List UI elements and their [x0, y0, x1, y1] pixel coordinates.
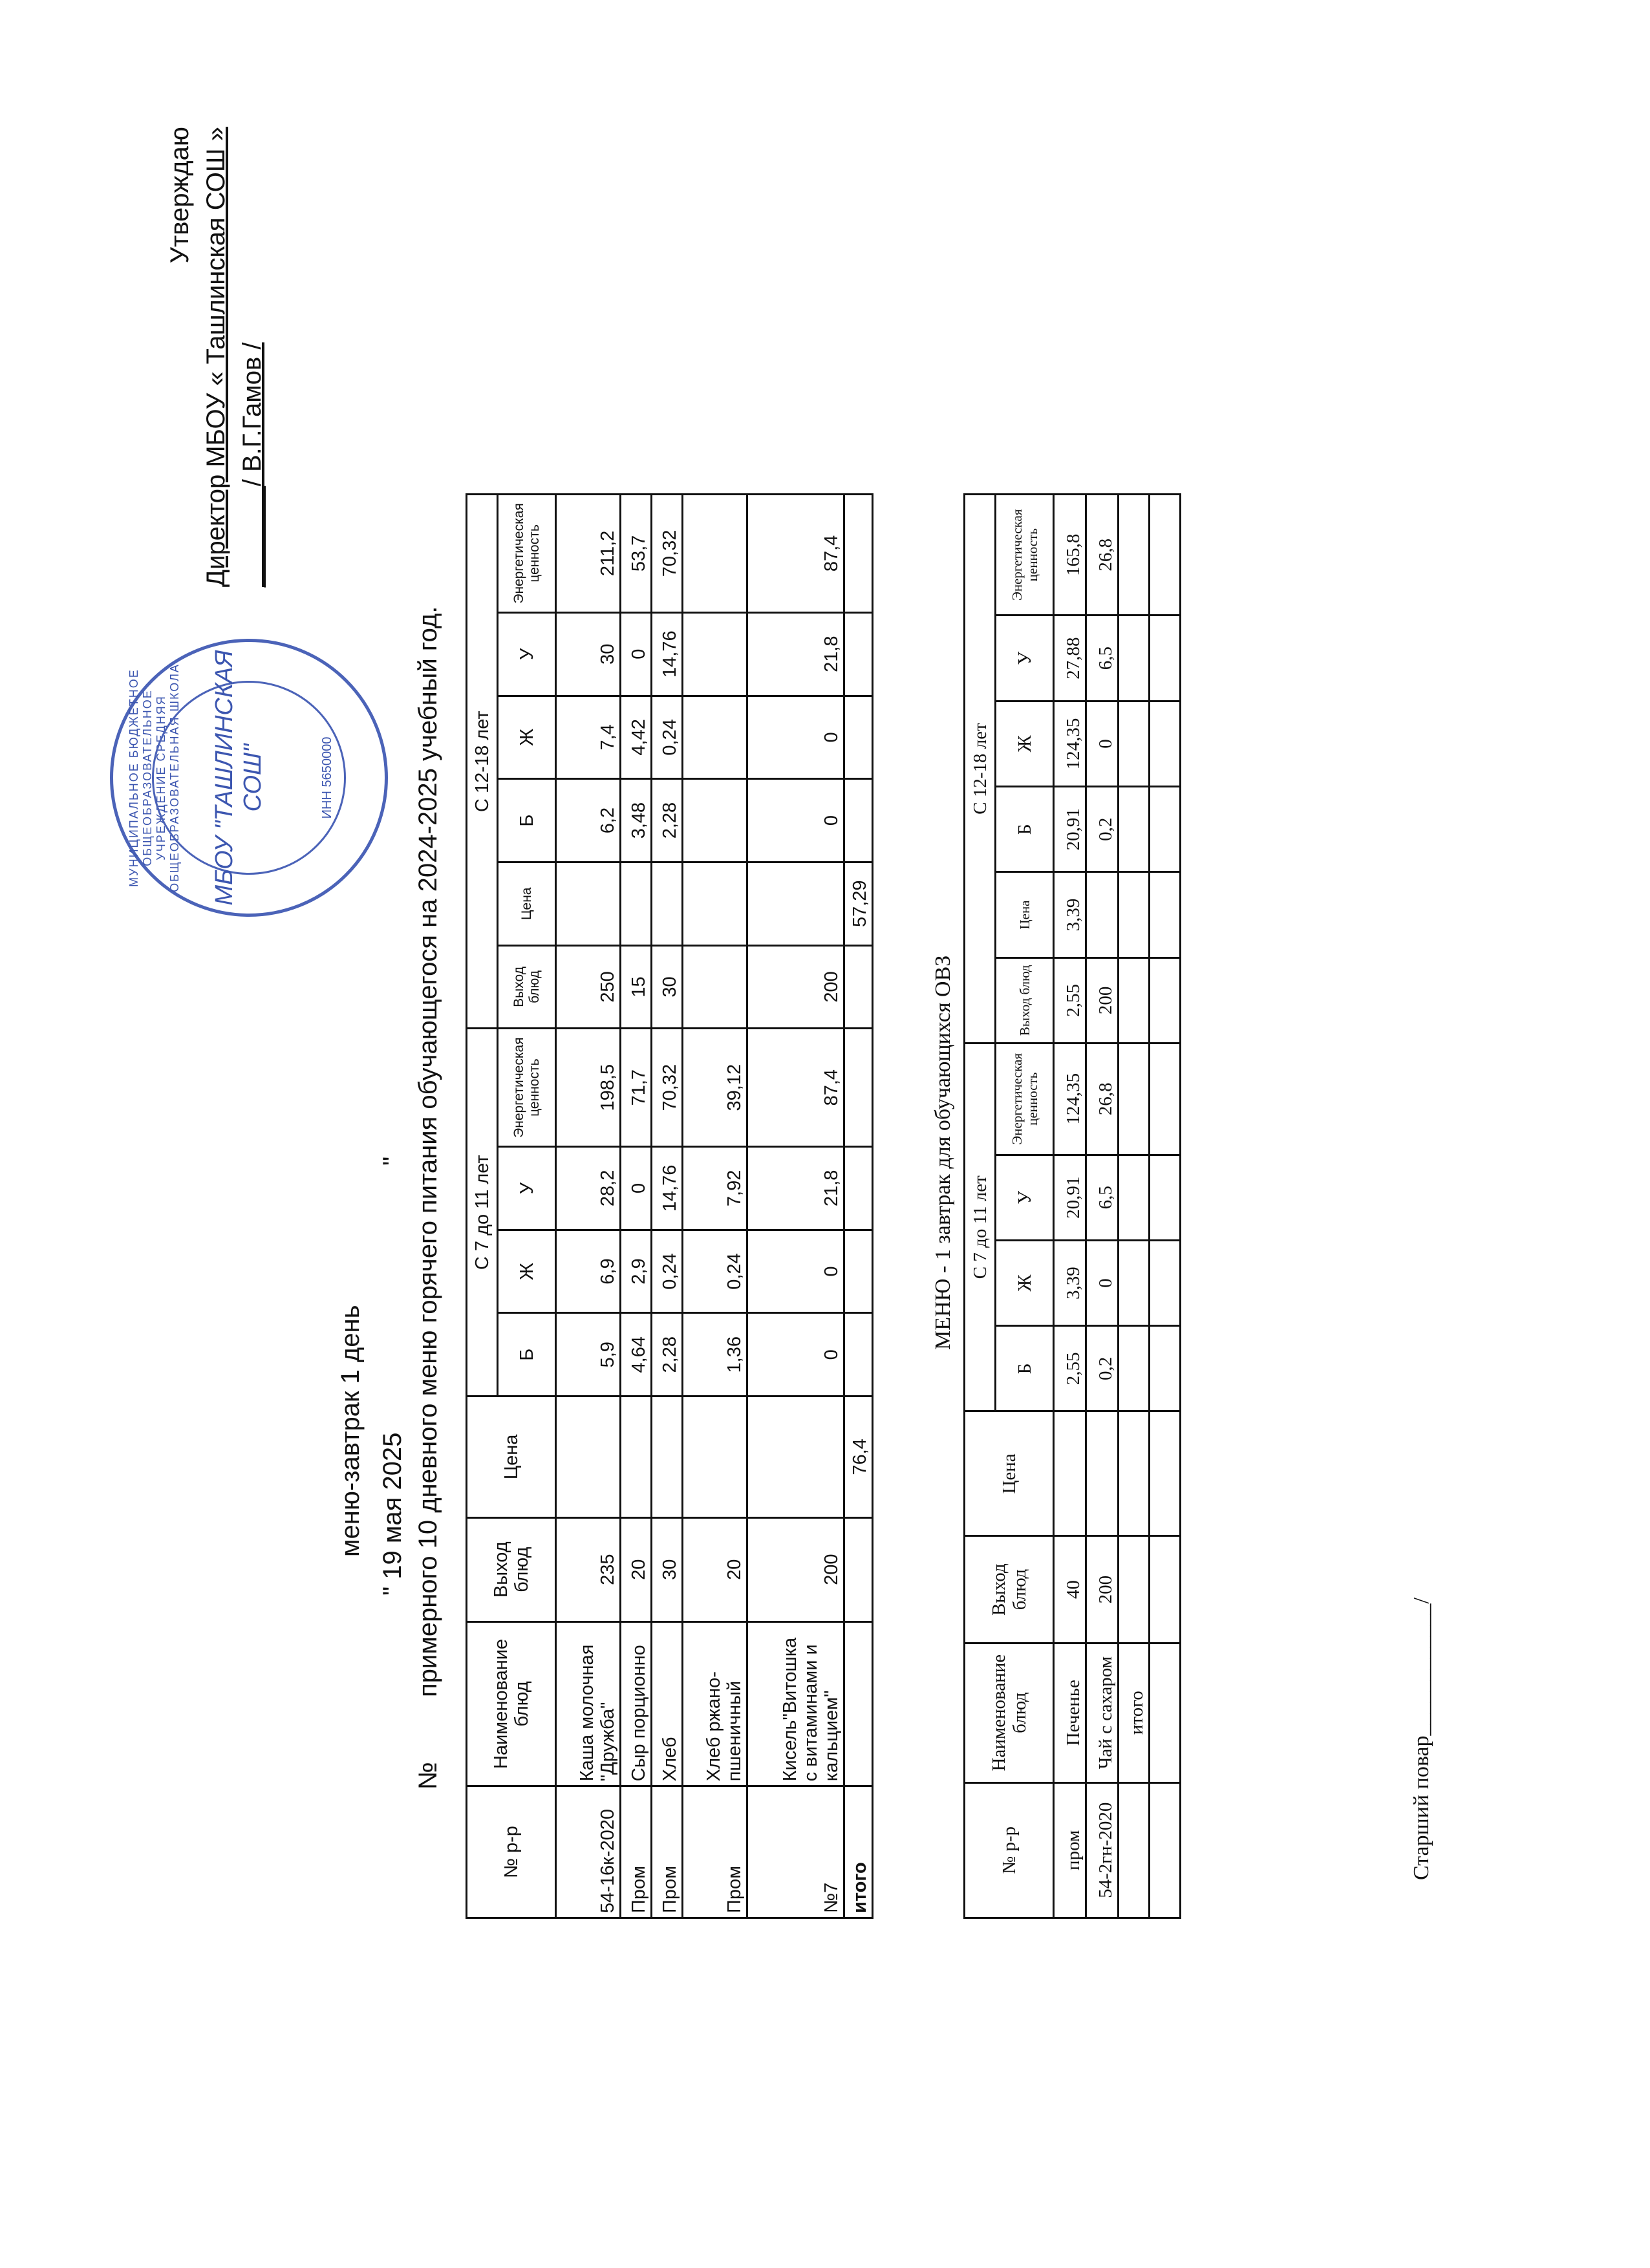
header-group-12-18: С 12-18 лет: [467, 495, 498, 1029]
row-u: 6,5: [1086, 1155, 1119, 1240]
total-label: итого: [1119, 1643, 1150, 1782]
row-energy-2: 53,7: [621, 495, 652, 613]
row-u-2: 0: [621, 612, 652, 696]
header-zh-2: Ж: [996, 701, 1054, 786]
total-price: 76,4: [844, 1396, 873, 1518]
header-price: Цена: [467, 1396, 556, 1518]
row-u-2: 21,8: [747, 612, 844, 696]
total-label: итого: [844, 1786, 873, 1918]
table-row: [556, 495, 621, 1918]
row-yield: 20: [621, 1517, 652, 1621]
row-zh: 6,9: [556, 1230, 621, 1313]
row-yield-2: 250: [556, 945, 621, 1029]
row-u-2: 14,76: [652, 612, 683, 696]
header-u: У: [498, 1147, 556, 1230]
header-u-2: У: [996, 615, 1054, 701]
row-b-2: 0: [747, 779, 844, 862]
row-name: Сыр порционно: [621, 1621, 652, 1786]
row-u: 0: [621, 1147, 652, 1230]
row-yield-2: [683, 945, 747, 1029]
header-group-7-11: С 7 до 11 лет: [467, 1029, 498, 1396]
header-u-2: У: [498, 612, 556, 696]
total-price-2: 57,29: [844, 862, 873, 945]
row-price: [556, 1396, 621, 1518]
row-b: 5,9: [556, 1313, 621, 1396]
number-sign: №: [414, 1762, 442, 1790]
row-name: Кисель"Витошка с витаминами и кальцием": [747, 1621, 844, 1786]
header-yield: Выход блюд: [467, 1517, 556, 1621]
menu-title: меню-завтрак 1 день: [336, 1305, 365, 1557]
row-b: 0,2: [1086, 1326, 1119, 1411]
row-price: [747, 1396, 844, 1518]
row-price: [683, 1396, 747, 1518]
header-price-2: Цена: [996, 872, 1054, 957]
row-price-2: 3,39: [1054, 872, 1086, 957]
header-num: № р-р: [467, 1786, 556, 1918]
row-yield-2: 2,55: [1054, 957, 1086, 1043]
row-energy-2: 70,32: [652, 495, 683, 613]
row-b-2: 2,28: [652, 779, 683, 862]
row-zh-2: 4,42: [621, 696, 652, 779]
menu-subtitle: [414, 606, 443, 1790]
table-row: [652, 495, 683, 1918]
row-energy: 87,4: [747, 1029, 844, 1147]
header-zh-2: Ж: [498, 696, 556, 779]
row-energy: 39,12: [683, 1029, 747, 1147]
header-yield-2: Выход блюд: [498, 945, 556, 1029]
header-name: Наименование блюд: [965, 1643, 1054, 1782]
row-u-2: 30: [556, 612, 621, 696]
row-zh-2: 0: [1086, 701, 1119, 786]
stamp-ring-text: МУНИЦИПАЛЬНОЕ БЮДЖЕТНОЕ ОБЩЕОБРАЗОВАТЕЛЬНОЕ УЧРЕЖДЕНИЕ СРЕДНЯЯ ОБЩЕОБРАЗОВАТЕЛЬНАЯ ШКОЛА: [127, 663, 181, 892]
row-name: Хлеб: [652, 1621, 683, 1786]
row-name: Печенье: [1054, 1643, 1086, 1782]
table-row: [747, 495, 844, 1918]
header-energy: Энергетическая ценность: [996, 1043, 1054, 1155]
menu-description: примерного 10 дневного меню горячего питания обучающегося на 2024-2025 учебный год.: [414, 606, 442, 1698]
row-price: [1086, 1411, 1119, 1536]
row-b-2: 0,2: [1086, 787, 1119, 872]
row-energy: 26,8: [1086, 1043, 1119, 1155]
row-energy-2: 211,2: [556, 495, 621, 613]
row-zh: 0,24: [652, 1230, 683, 1313]
total-row: [844, 495, 873, 1918]
table-row: [621, 495, 652, 1918]
row-zh: 2,9: [621, 1230, 652, 1313]
table-row: [1150, 495, 1181, 1918]
row-b: 2,55: [1054, 1326, 1086, 1411]
header-u: У: [996, 1155, 1054, 1240]
row-energy-2: 165,8: [1054, 495, 1086, 615]
total-row: [1119, 495, 1150, 1918]
row-energy: 71,7: [621, 1029, 652, 1147]
header-zh: Ж: [498, 1230, 556, 1313]
row-price-2: [652, 862, 683, 945]
row-yield: 235: [556, 1517, 621, 1621]
header-price-2: Цена: [498, 862, 556, 945]
row-b: 0: [747, 1313, 844, 1396]
header-b: Б: [996, 1326, 1054, 1411]
row-energy-2: 87,4: [747, 495, 844, 613]
header-group-12-18: С 12-18 лет: [965, 495, 996, 1043]
header-name: Наименование блюд: [467, 1621, 556, 1786]
ovz-menu-table: [963, 493, 1181, 1919]
approval-signature: _______/ В.Г.Гамов /: [238, 342, 266, 587]
row-num: 54-16к-2020: [556, 1786, 621, 1918]
row-num: Пром: [683, 1786, 747, 1918]
header-energy: Энергетическая ценность: [498, 1029, 556, 1147]
row-b-2: 6,2: [556, 779, 621, 862]
header-b-2: Б: [996, 787, 1054, 872]
row-price-2: [621, 862, 652, 945]
row-zh: 3,39: [1054, 1240, 1086, 1325]
row-num: Пром: [621, 1786, 652, 1918]
header-yield-2: Выход блюд: [996, 957, 1054, 1043]
row-price-2: [747, 862, 844, 945]
row-b-2: [683, 779, 747, 862]
header-group-7-11: С 7 до 11 лет: [965, 1043, 996, 1411]
row-yield-2: 15: [621, 945, 652, 1029]
row-u: 21,8: [747, 1147, 844, 1230]
row-yield: 40: [1054, 1536, 1086, 1643]
row-b: 4,64: [621, 1313, 652, 1396]
row-zh: 0: [747, 1230, 844, 1313]
row-yield-2: 30: [652, 945, 683, 1029]
row-price-2: [683, 862, 747, 945]
row-zh-2: [683, 696, 747, 779]
row-energy: 124,35: [1054, 1043, 1086, 1155]
row-price: [621, 1396, 652, 1518]
menu-date: " 19 мая 2025: [378, 1432, 407, 1596]
row-num: 54-2гн-2020: [1086, 1782, 1119, 1918]
breakfast-menu-table: [466, 493, 873, 1919]
table-row: [1054, 495, 1086, 1918]
row-price-2: [556, 862, 621, 945]
row-b: 1,36: [683, 1313, 747, 1396]
header-price: Цена: [965, 1411, 1054, 1536]
header-energy-2: Энергетическая ценность: [996, 495, 1054, 615]
row-yield: 200: [747, 1517, 844, 1621]
row-zh-2: 0: [747, 696, 844, 779]
row-yield: 200: [1086, 1536, 1119, 1643]
row-u: 20,91: [1054, 1155, 1086, 1240]
stamp-name: МБОУ "ТАШЛИНСКАЯ СОШ": [211, 650, 266, 906]
approval-title: Утверждаю: [166, 127, 194, 264]
row-u-2: 27,88: [1054, 615, 1086, 701]
row-num: пром: [1054, 1782, 1086, 1918]
row-name: Каша молочная "Дружба": [556, 1621, 621, 1786]
row-u: 14,76: [652, 1147, 683, 1230]
row-name: Хлеб ржано-пшеничный: [683, 1621, 747, 1786]
header-b: Б: [498, 1313, 556, 1396]
row-zh: 0,24: [683, 1230, 747, 1313]
row-b-2: 20,91: [1054, 787, 1086, 872]
row-energy: 198,5: [556, 1029, 621, 1147]
row-num: №7: [747, 1786, 844, 1918]
row-u-2: [683, 612, 747, 696]
approval-director: Директор МБОУ « Ташлинская СОШ »: [202, 127, 230, 587]
approval-block: [162, 127, 270, 587]
header-num: № р-р: [965, 1782, 1054, 1918]
row-yield: 20: [683, 1517, 747, 1621]
row-yield-2: 200: [747, 945, 844, 1029]
row-energy-2: [683, 495, 747, 613]
row-name: Чай с сахаром: [1086, 1643, 1119, 1782]
row-energy: 70,32: [652, 1029, 683, 1147]
stamp-inn: ИНН 5650000: [320, 736, 334, 819]
row-zh-2: 0,24: [652, 696, 683, 779]
header-zh: Ж: [996, 1240, 1054, 1325]
table-row: [1086, 495, 1119, 1918]
cook-signature: Старший повар____________/: [1409, 1597, 1433, 1880]
row-zh-2: 124,35: [1054, 701, 1086, 786]
row-price: [1054, 1411, 1086, 1536]
header-yield: Выход блюд: [965, 1536, 1054, 1643]
row-zh: 0: [1086, 1240, 1119, 1325]
row-u: 7,92: [683, 1147, 747, 1230]
row-num: Пром: [652, 1786, 683, 1918]
row-zh-2: 7,4: [556, 696, 621, 779]
row-price: [652, 1396, 683, 1518]
school-stamp: [110, 639, 388, 917]
row-b-2: 3,48: [621, 779, 652, 862]
row-u: 28,2: [556, 1147, 621, 1230]
header-b-2: Б: [498, 779, 556, 862]
ovz-menu-title: МЕНЮ - 1 завтрак для обучающихся ОВЗ: [931, 955, 955, 1350]
row-price-2: [1086, 872, 1119, 957]
row-yield-2: 200: [1086, 957, 1119, 1043]
table-row: [683, 495, 747, 1918]
header-energy-2: Энергетическая ценность: [498, 495, 556, 613]
menu-date-quote: ": [378, 1156, 407, 1166]
row-energy-2: 26,8: [1086, 495, 1119, 615]
row-yield: 30: [652, 1517, 683, 1621]
row-u-2: 6,5: [1086, 615, 1119, 701]
row-b: 2,28: [652, 1313, 683, 1396]
